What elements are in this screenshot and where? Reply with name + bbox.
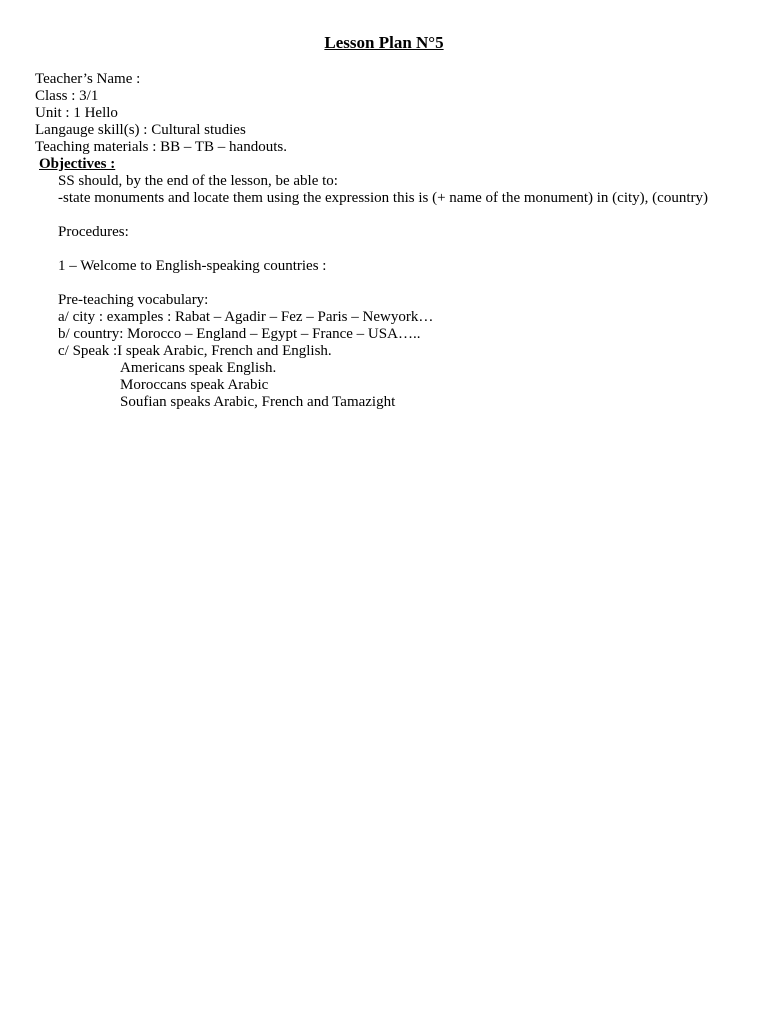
pre-teaching-heading: Pre-teaching vocabulary: <box>58 292 209 308</box>
teacher-name-line: Teacher’s Name : <box>35 71 141 87</box>
procedures-heading: Procedures: <box>58 224 129 240</box>
vocab-country-line: b/ country: Morocco – England – Egypt – France – USA….. <box>58 326 421 342</box>
speak-example-2: Moroccans speak Arabic <box>120 377 269 393</box>
vocab-city-line: a/ city : examples : Rabat – Agadir – Fez – Paris – Newyork… <box>58 309 434 325</box>
teaching-materials-line: Teaching materials : BB – TB – handouts. <box>35 139 287 155</box>
objectives-line-2: -state monuments and locate them using the expression this is (+ name of the monument) in (city), (country) <box>58 190 708 206</box>
unit-line: Unit : 1 Hello <box>35 105 118 121</box>
spacer <box>35 275 755 292</box>
page-title: Lesson Plan N°5 <box>324 33 444 52</box>
class-line: Class : 3/1 <box>35 88 99 104</box>
vocab-speak-line: c/ Speak :I speak Arabic, French and English. <box>58 343 332 359</box>
step-1-line: 1 – Welcome to English-speaking countries : <box>58 258 327 274</box>
spacer <box>35 241 755 258</box>
language-skill-line: Langauge skill(s) : Cultural studies <box>35 122 246 138</box>
objectives-heading: Objectives : <box>39 156 116 172</box>
lesson-content <box>35 71 755 411</box>
spacer <box>35 207 755 224</box>
speak-example-3: Soufian speaks Arabic, French and Tamazight <box>120 394 396 410</box>
objectives-line-1: SS should, by the end of the lesson, be able to: <box>58 173 338 189</box>
speak-example-1: Americans speak English. <box>120 360 277 376</box>
